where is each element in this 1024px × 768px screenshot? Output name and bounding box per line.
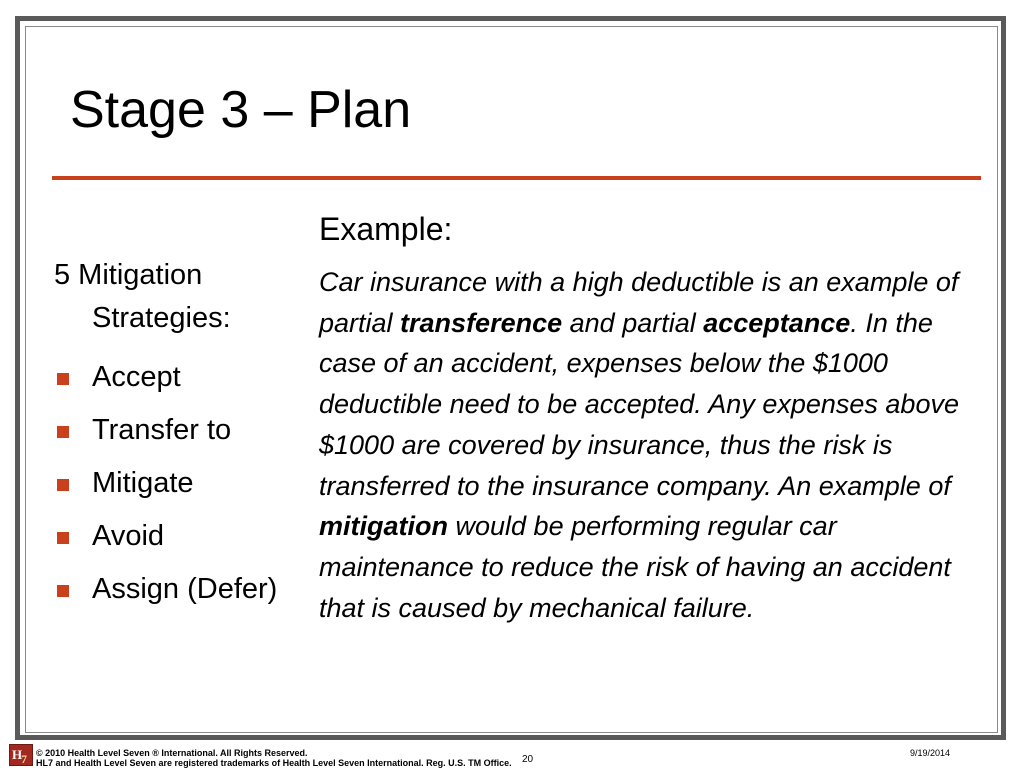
example-body [319,262,984,628]
example-text-run: would be performing regular car maintenance to reduce the risk of having an accident that is caused by mechanical failure. [319,511,951,623]
strategy-label: Transfer to [92,414,232,446]
square-bullet-icon [57,585,69,597]
example-text-run: and partial [562,307,704,338]
page-number: 20 [522,754,534,765]
hl7-logo-icon [9,744,33,766]
strategy-label: Accept [92,361,181,393]
example-heading: Example: [319,211,453,247]
title-divider [52,176,981,180]
term-acceptance: acceptance [703,307,851,338]
example-panel [319,206,991,628]
strategy-item-accept [54,356,294,399]
strategy-item-transfer [54,409,294,452]
svg-text:H: H [12,747,23,762]
square-bullet-icon [57,532,69,544]
term-transference: transference [400,307,563,338]
strategy-label: Mitigate [92,467,194,499]
strategy-list [54,356,294,611]
strategies-panel [54,254,294,621]
square-bullet-icon [57,479,69,491]
example-text-run: Car insurance with a high deductible is an example of partial [319,267,959,338]
footer-copyright [36,748,512,768]
strategy-label: Assign (Defer) [92,573,278,605]
term-mitigation: mitigation [319,511,448,542]
square-bullet-icon [57,426,69,438]
example-text-run: . In the case of an accident, expenses below the $1000 deductible need to be accepted. Any expenses above $1000 are covered by insurance, thus the risk is transferred to the insurance company. An example of [319,307,959,501]
slide-title: Stage 3 – Plan [70,81,412,139]
footer-date: 9/19/2014 [910,748,951,758]
strategies-heading: 5 Mitigation Strategies: [54,259,231,334]
strategy-item-assign [54,568,294,611]
strategy-item-mitigate [54,462,294,505]
square-bullet-icon [57,373,69,385]
copyright-line-2: HL7 and Health Level Seven are registered trademarks of Health Level Seven International. Reg. U.S. TM Office. [36,758,512,768]
copyright-line-1: © 2010 Health Level Seven ® International. All Rights Reserved. [36,748,308,758]
svg-text:7: 7 [21,752,27,765]
strategy-item-avoid [54,515,294,558]
strategy-label: Avoid [92,520,165,552]
